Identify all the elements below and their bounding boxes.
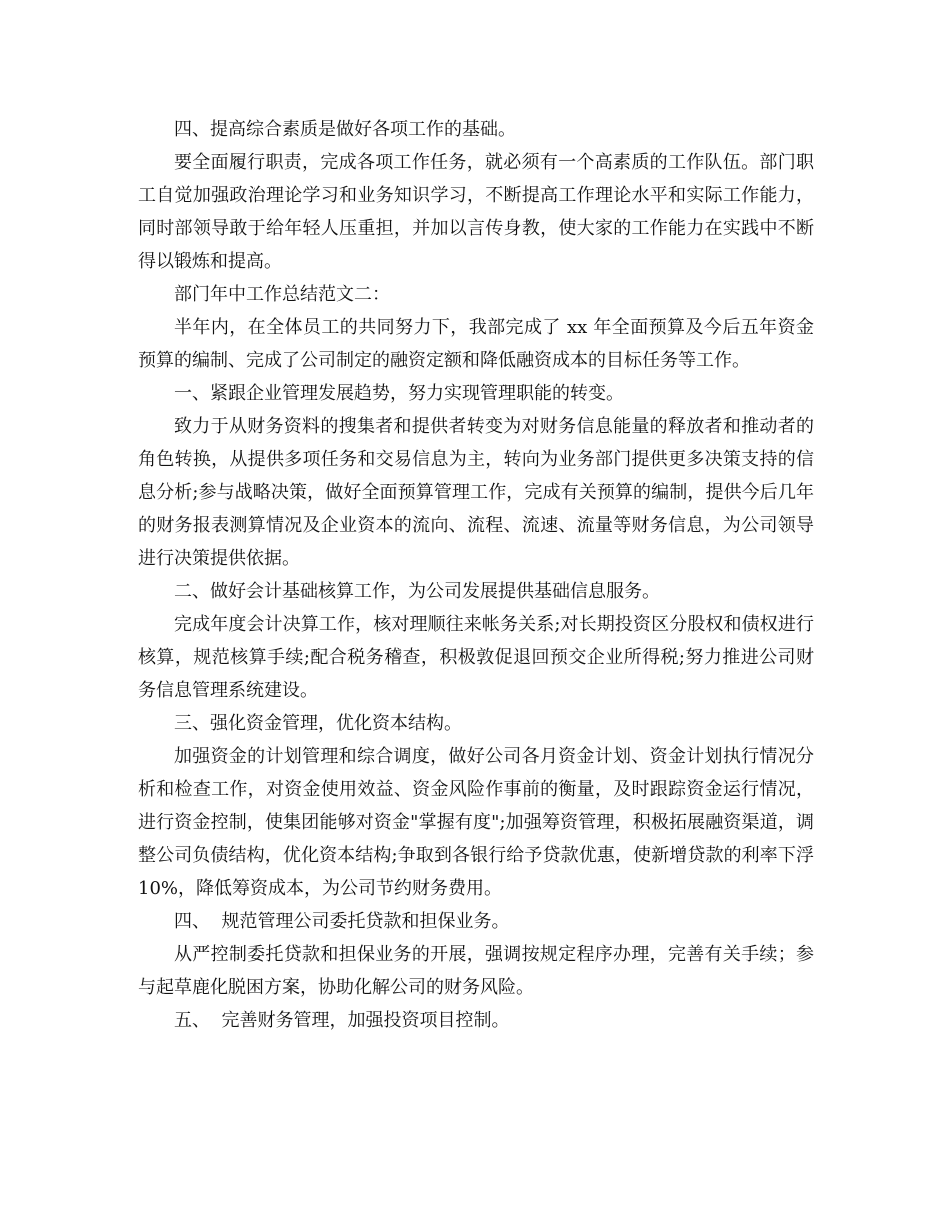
paragraph: 致力于从财务资料的搜集者和提供者转变为对财务信息能量的释放者和推动者的角色转换，从提供多项任务和交易信息为主，转向为业务部门提供更多决策支持的信息分析;参与战略决策，做好全面预算管理工作，完成有关预算的编制，提供今后几年的财务报表测算情况及企业资本的流向、流程、流速、流量等财务信息，为公司领导进行决策提供依据。: [138, 416, 814, 569]
paragraph-heading-5: 五、 完善财务管理，加强投资项目控制。: [174, 1010, 510, 1031]
paragraph-heading-3: 三、强化资金管理，优化资本结构。: [174, 713, 462, 734]
paragraph: 从严控制委托贷款和担保业务的开展，强调按规定程序办理，完善有关手续；参与起草鹿化脱困方案，协助化解公司的财务风险。: [138, 944, 814, 998]
paragraph: 加强资金的计划管理和综合调度，做好公司各月资金计划、资金计划执行情况分析和检查工作，对资金使用效益、资金风险作事前的衡量，及时跟踪资金运行情况，进行资金控制，使集团能够对资金"掌握有度";加强筹资管理，积极拓展融资渠道，调整公司负债结构，优化资本结构;争取到各银行给予贷款优惠，使新增贷款的利率下浮 10%，降低筹资成本，为公司节约财务费用。: [138, 746, 820, 899]
paragraph-heading-2: 二、做好会计基础核算工作，为公司发展提供基础信息服务。: [174, 581, 660, 602]
paragraph: 完成年度会计决算工作，核对理顺往来帐务关系;对长期投资区分股权和债权进行核算，规范核算手续;配合税务稽查，积极敦促退回预交企业所得税;努力推进公司财务信息管理系统建设。: [138, 614, 814, 701]
paragraph-title-sample-2: 部门年中工作总结范文二：: [174, 284, 390, 305]
document-body: [138, 113, 820, 1037]
paragraph: 半年内，在全体员工的共同努力下，我部完成了 xx 年全面预算及今后五年资金预算的编制、完成了公司制定的融资定额和降低融资成本的目标任务等工作。: [138, 317, 814, 371]
paragraph-heading-4: 四、提高综合素质是做好各项工作的基础。: [174, 119, 516, 140]
paragraph-heading-4b: 四、 规范管理公司委托贷款和担保业务。: [174, 911, 510, 932]
paragraph-heading-1: 一、紧跟企业管理发展趋势，努力实现管理职能的转变。: [174, 383, 624, 404]
paragraph: 要全面履行职责，完成各项工作任务，就必须有一个高素质的工作队伍。部门职工自觉加强政治理论学习和业务知识学习，不断提高工作理论水平和实际工作能力，同时部领导敢于给年轻人压重担，并加以言传身教，使大家的工作能力在实践中不断得以锻炼和提高。: [138, 152, 814, 272]
